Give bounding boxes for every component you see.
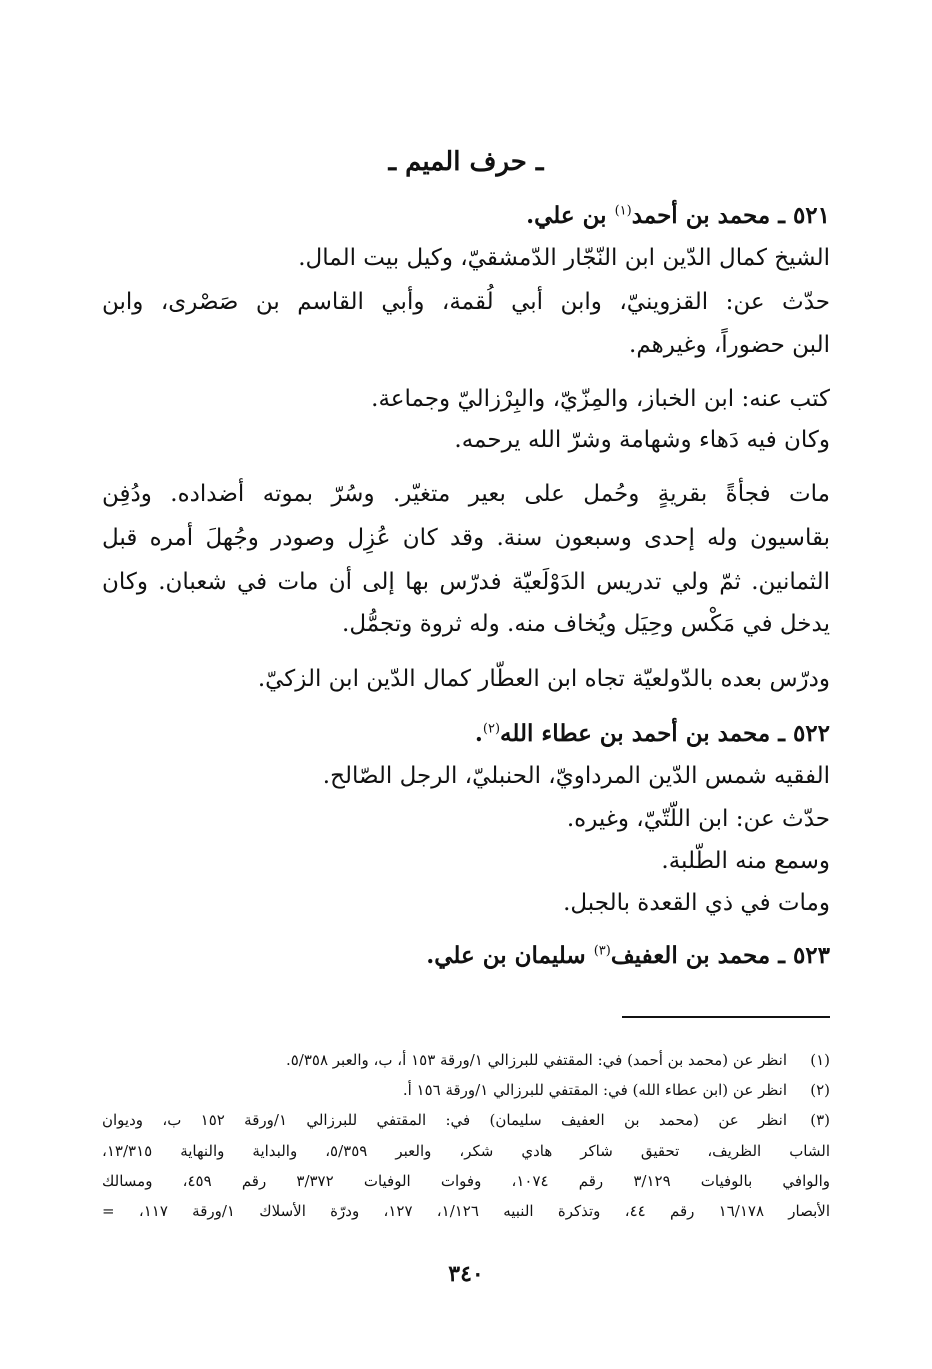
entry-521-line: البن حضوراً، وغيرهم.: [629, 332, 830, 358]
footnote-divider: [622, 1016, 830, 1018]
footnote-ref: (١): [614, 203, 632, 219]
entry-523-title: [102, 936, 830, 976]
footnote-line: والوافي بالوفيات ٣/١٢٩ رقم ١٠٧٤، وفوات الوفيات ٣/٣٧٢ رقم ٤٥٩، ومسالك: [102, 1172, 830, 1190]
footnote-number: (٢): [810, 1081, 830, 1099]
entry-name: محمد بن أحمد بن عطاء الله: [500, 720, 771, 747]
footnote-ref: (٣): [593, 943, 611, 959]
entry-name-suffix: بن علي.: [526, 202, 607, 229]
entry-521-line: الشيخ كمال الدّين ابن النّجّار الدّمشقيّ، وكيل بيت المال.: [298, 245, 830, 271]
entry-name: محمد بن العفيف: [610, 942, 771, 969]
entry-521-line: ودرّس بعده بالدّولعيّة تجاه ابن العطّار كمال الدّين ابن الزكيّ.: [257, 666, 830, 692]
entry-521-line: مات فجأةً بقريةٍ وحُمل على بعير متغيّر. وسُرّ بموته أضداده. ودُفِن: [102, 481, 830, 507]
entry-522-line: وسمع منه الطّلبة.: [661, 848, 830, 874]
entry-522-line: ومات في ذي القعدة بالجبل.: [563, 890, 830, 916]
entry-521-line: يدخل في مَكْس وحِيَل ويُخاف منه. وله ثروة وتجمُّل.: [342, 611, 830, 637]
entry-name: محمد بن أحمد: [631, 202, 771, 229]
entry-522-line: حدّث عن: ابن اللّتّيّ، وغيره.: [566, 806, 830, 832]
entry-521-line: كتب عنه: ابن الخباز، والمِزّيّ، والبِرْزاليّ وجماعة.: [371, 386, 830, 412]
entry-521-line: حدّث عن: القزوينيّ، وابن أبي لُقمة، وأبي القاسم بن صَصْرى، وابن: [102, 289, 830, 315]
footnote-line: انظر عن (محمد بن العفيف سليمان) في: المقتفي للبرزالي ١/ورقة ١٥٢ ب، وديوان: [102, 1111, 787, 1129]
footnote-line: انظر عن (ابن عطاء الله) في: المقتفي للبرزالي ١/ورقة ١٥٦ أ.: [402, 1081, 787, 1099]
entry-521-title: [102, 196, 830, 236]
section-heading: ـ حرف الميم ـ: [388, 147, 544, 177]
entry-522-title: [102, 714, 830, 754]
entry-521-line: بقاسيون وله إحدى وسبعون سنة. وقد كان عُزِل وصودر وجُهلَ أمره قبل: [102, 525, 830, 551]
entry-number: ٥٢١ ـ: [778, 202, 830, 229]
entry-521-line: وكان فيه دَهاء وشهامة وشرّ الله يرحمه.: [454, 427, 830, 453]
entry-521-line: الثمانين. ثمّ ولي تدريس الدَوْلَعيّة فدرّس بها إلى أن مات في شعبان. وكان: [102, 569, 830, 595]
entry-522-line: الفقيه شمس الدّين المرداويّ، الحنبليّ، الرجل الصّالح.: [322, 763, 830, 789]
footnote-line: انظر عن (محمد بن أحمد) في: المقتفي للبرزالي ١/ورقة ١٥٣ أ، ب، والعبر ٥/٣٥٨.: [285, 1051, 787, 1069]
footnote-line: الأبصار ١٦/١٧٨ رقم ٤٤، وتذكرة النبيه ١/١٢٦، ١٢٧، ودرّة الأسلاك ١/ورقة ١١٧، =: [102, 1202, 831, 1220]
footnote-line: الشاب الظريف، تحقيق شاكر هادي شكر، والعبر ٥/٣٥٩، والبداية والنهاية ١٣/٣١٥،: [102, 1142, 831, 1160]
entry-name-suffix: سليمان بن علي.: [426, 942, 586, 969]
footnote-ref: (٢): [482, 721, 501, 737]
footnote-number: (٣): [810, 1111, 830, 1129]
entry-name-suffix: .: [474, 720, 483, 747]
entry-number: ٥٢٢ ـ: [778, 720, 830, 747]
page-number: ٣٤٠: [448, 1261, 484, 1287]
entry-number: ٥٢٣ ـ: [778, 942, 830, 969]
footnote-number: (١): [810, 1051, 830, 1069]
